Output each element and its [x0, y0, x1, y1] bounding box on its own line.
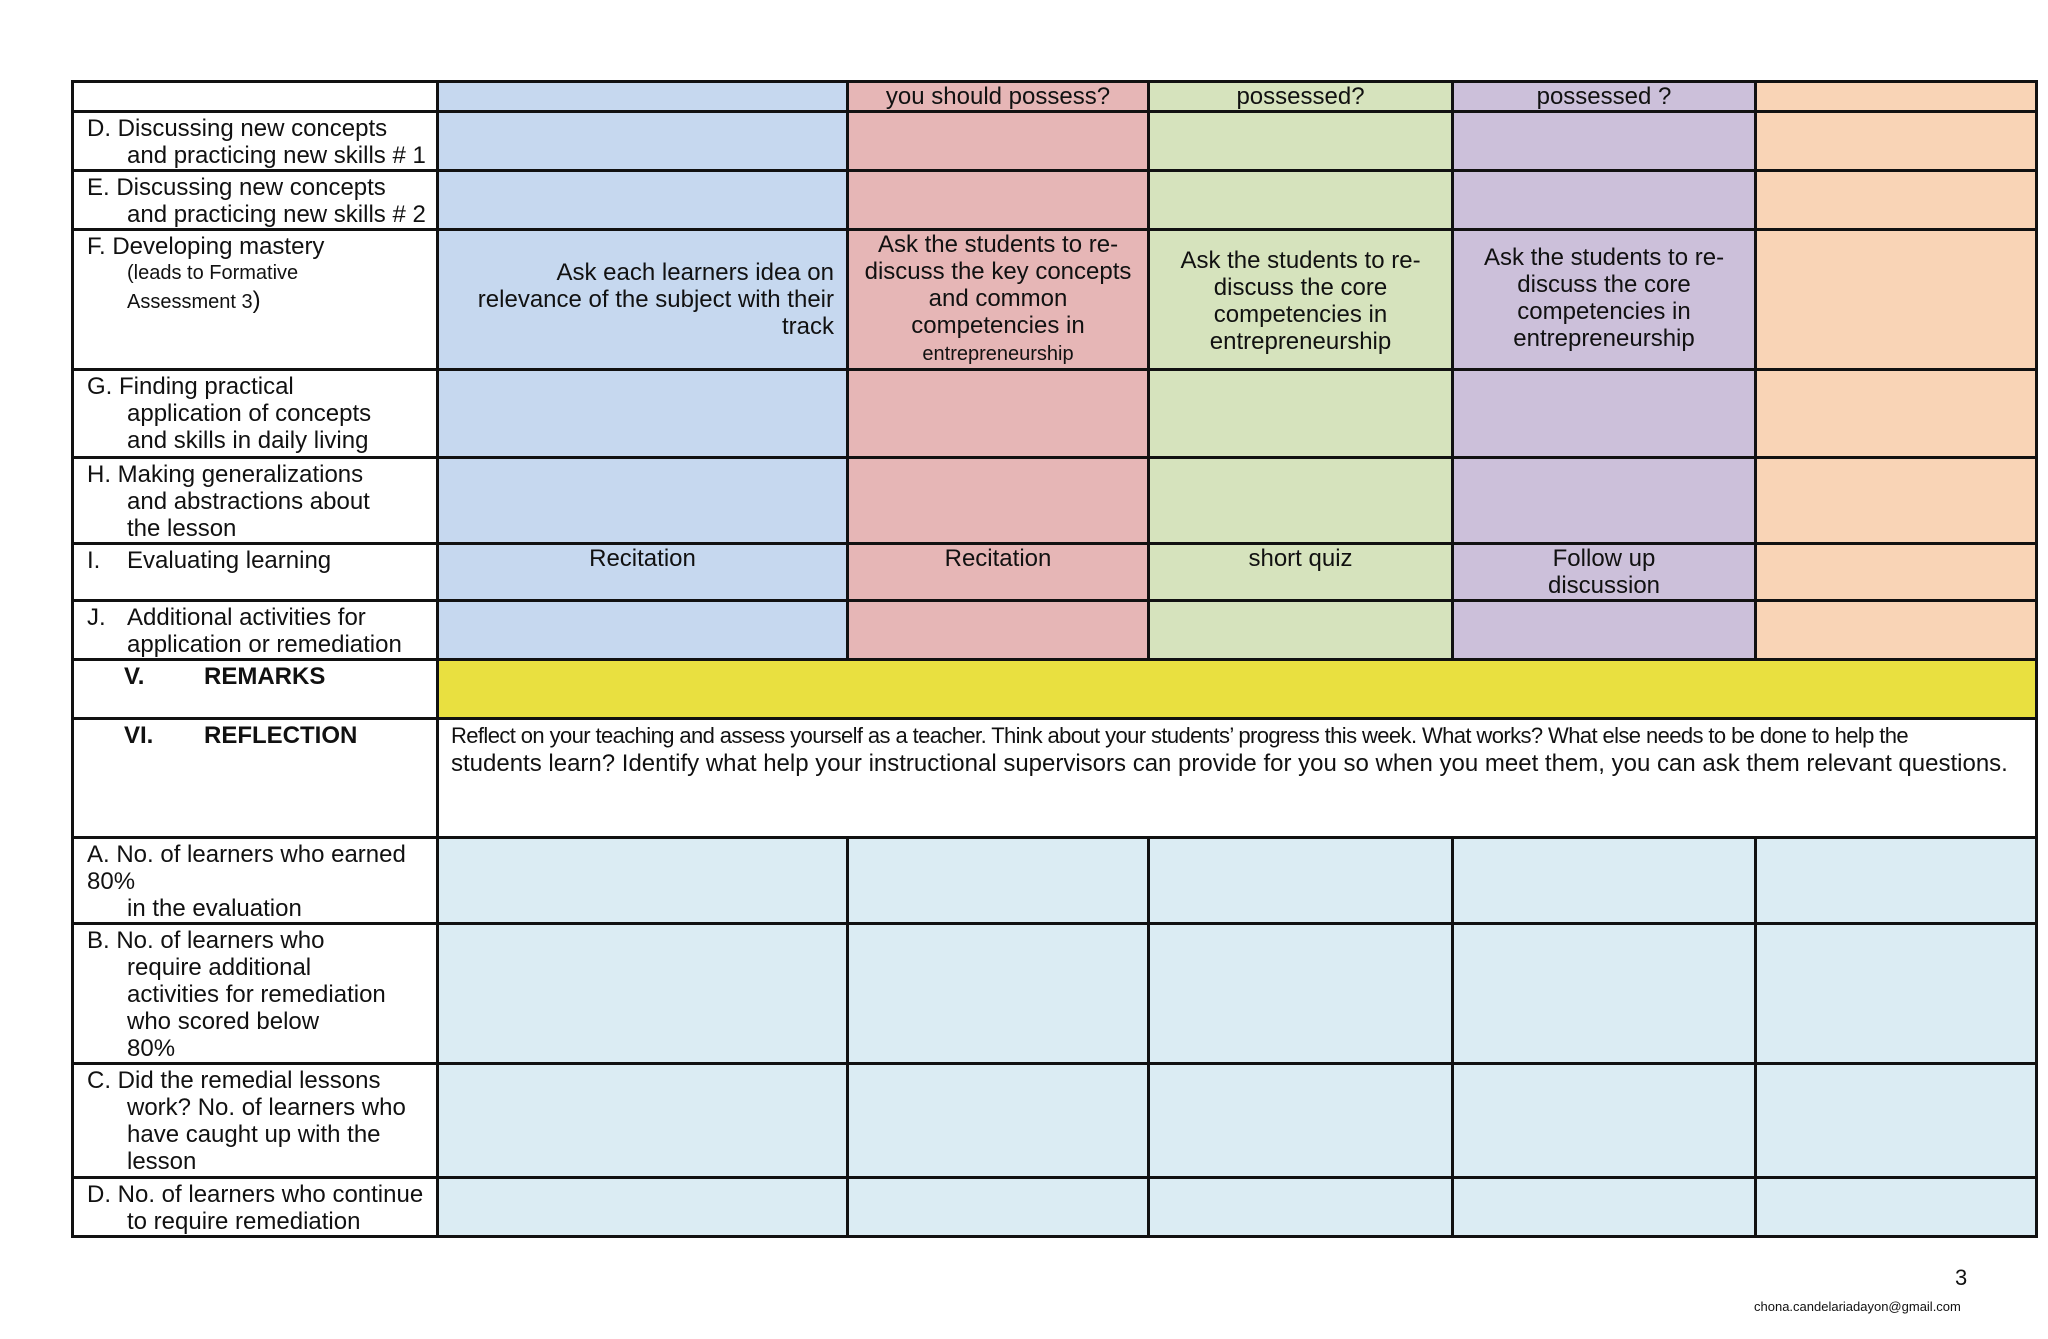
cell-day1: [438, 924, 848, 1064]
row-label: [73, 838, 438, 924]
row-label-line: and skills in daily living: [127, 427, 369, 454]
row-label: [73, 1178, 438, 1237]
reflection-instructions: [438, 719, 2037, 838]
cell-day4: [1453, 601, 1756, 660]
row-label-line: and abstractions about: [127, 488, 370, 515]
row-label-line: G. Finding practical: [87, 373, 294, 400]
row-label-paren: ): [252, 287, 261, 314]
cell-day1: [438, 838, 848, 924]
row-label-line: activities for remediation: [127, 981, 386, 1008]
row-label: [73, 924, 438, 1064]
cell-day2: [848, 370, 1149, 458]
cell-day2: [848, 924, 1149, 1064]
row-label-line: the lesson: [127, 515, 237, 542]
remarks-cell: [438, 660, 2037, 719]
cell-day2: Recitation: [848, 544, 1149, 601]
row-label-line: E. Discussing new concepts: [87, 174, 386, 201]
cell-day4: [1453, 1064, 1756, 1178]
cell-day2: [848, 1178, 1149, 1237]
cell-day5: [1756, 458, 2037, 544]
cell-day3: Ask the students to re-discuss the core competencies in entrepreneurship: [1149, 230, 1453, 370]
row-label-letter: I.: [87, 547, 101, 574]
cell-day3: [1149, 1178, 1453, 1237]
cell-day3: [1149, 112, 1453, 171]
row-label: [73, 230, 438, 370]
cell-day4: [1453, 112, 1756, 171]
row-b-remediation: [73, 924, 2037, 1064]
row-g-finding-practical: [73, 370, 2037, 458]
row-label-line: application or remediation: [127, 631, 402, 658]
cell-day2: [848, 601, 1149, 660]
header-row: [73, 82, 2037, 112]
row-label-line: C. Did the remedial lessons: [87, 1067, 381, 1094]
cell-day5: [1756, 601, 2037, 660]
row-label-letter: J.: [87, 604, 106, 631]
cell-day4: [1453, 171, 1756, 230]
row-label-line: B. No. of learners who: [87, 927, 325, 954]
cell-day3: [1149, 458, 1453, 544]
lesson-log-table: [71, 80, 2038, 1238]
row-label-line: to require remediation: [127, 1208, 361, 1235]
cell-day5: [1756, 544, 2037, 601]
cell-day3: [1149, 838, 1453, 924]
cell-day2: [848, 112, 1149, 171]
row-label-line: and practicing new skills # 2: [127, 201, 426, 228]
row-e-discussing: [73, 171, 2037, 230]
cell-day4: [1453, 1178, 1756, 1237]
reflection-line-2: students learn? Identify what help your instructional supervisors can provide for you so when you meet them, you can ask them relevant questions.: [451, 750, 2008, 777]
cell-day1: [438, 458, 848, 544]
row-h-generalizations: [73, 458, 2037, 544]
cell-day4: [1453, 458, 1756, 544]
row-d-continue-remediation: [73, 1178, 2037, 1237]
row-label-line: (leads to Formative: [127, 262, 299, 284]
cell-day4: Follow up discussion: [1453, 544, 1756, 601]
row-label-line: work? No. of learners who: [127, 1094, 406, 1121]
section-number: VI.: [124, 722, 154, 749]
cell-day4: [1453, 370, 1756, 458]
cell-day5: [1756, 924, 2037, 1064]
footer-email: chona.candelariadayon@gmail.com: [1754, 1299, 1961, 1314]
header-cell-day4: possessed ?: [1453, 82, 1756, 112]
reflection-line-1: Reflect on your teaching and assess yourself as a teacher. Think about your students’ progress this week. What works? What else needs to be done to help the: [451, 723, 1909, 748]
row-label-line: 80%: [127, 1035, 176, 1062]
row-label-line: A. No. of learners who earned: [87, 841, 406, 868]
cell-day4: [1453, 924, 1756, 1064]
cell-day5: [1756, 1064, 2037, 1178]
section-title: REMARKS: [204, 663, 326, 690]
header-cell-day2: you should possess?: [848, 82, 1149, 112]
row-label-line: F. Developing mastery: [87, 233, 325, 260]
cell-day2: [848, 838, 1149, 924]
header-cell-day5: [1756, 82, 2037, 112]
row-c-remedial-lessons: [73, 1064, 2037, 1178]
cell-day5: [1756, 112, 2037, 171]
row-label-line: Additional activities for: [127, 604, 366, 631]
row-label-line: require additional: [127, 954, 312, 981]
row-label: [73, 1064, 438, 1178]
row-label: [73, 544, 438, 601]
cell-day3: [1149, 1064, 1453, 1178]
row-label-line: in the evaluation: [127, 895, 302, 922]
cell-day1: Recitation: [438, 544, 848, 601]
cell-day1: [438, 370, 848, 458]
cell-day2: [848, 230, 1149, 370]
row-label-line: D. Discussing new concepts: [87, 115, 388, 142]
row-remarks: [73, 660, 2037, 719]
cell-day3: [1149, 370, 1453, 458]
row-label-line: have caught up with the: [127, 1121, 381, 1148]
cell-day1: [438, 1178, 848, 1237]
cell-day5: [1756, 230, 2037, 370]
section-title: REFLECTION: [204, 722, 358, 749]
row-label-line: and practicing new skills # 1: [127, 142, 426, 169]
page-number: 3: [1955, 1265, 1968, 1290]
row-label: [73, 601, 438, 660]
cell-day4: [1453, 838, 1756, 924]
section-heading-reflection: [73, 719, 438, 838]
row-label: [73, 458, 438, 544]
row-label: [73, 171, 438, 230]
cell-text-tail: entrepreneurship: [922, 343, 1074, 365]
row-label-line: 80%: [87, 868, 136, 895]
row-label-line: Evaluating learning: [127, 547, 332, 574]
cell-day5: [1756, 171, 2037, 230]
label-cell: [73, 82, 438, 112]
row-label: [73, 112, 438, 171]
row-label: [73, 370, 438, 458]
cell-day3: [1149, 601, 1453, 660]
row-d-discussing: [73, 112, 2037, 171]
header-cell-day1: [438, 82, 848, 112]
cell-text: Ask the students to re-discuss the key concepts and common competencies in: [864, 231, 1132, 339]
row-a-learners-80: [73, 838, 2037, 924]
cell-day5: [1756, 370, 2037, 458]
cell-day1: [438, 171, 848, 230]
section-heading-remarks: [73, 660, 438, 719]
cell-day2: [848, 1064, 1149, 1178]
row-label-line: Assessment 3: [127, 291, 253, 313]
row-label-line: who scored below: [127, 1008, 320, 1035]
cell-day5: [1756, 1178, 2037, 1237]
cell-day3: [1149, 924, 1453, 1064]
cell-day1: [438, 112, 848, 171]
cell-day3: [1149, 171, 1453, 230]
cell-day5: [1756, 838, 2037, 924]
row-j-additional-activities: [73, 601, 2037, 660]
row-i-evaluating: [73, 544, 2037, 601]
cell-day1: Ask each learners idea on relevance of the subject with their track: [438, 230, 848, 370]
cell-day3: short quiz: [1149, 544, 1453, 601]
cell-day4: Ask the students to re-discuss the core competencies in entrepreneurship: [1453, 230, 1756, 370]
row-label-line: lesson: [127, 1148, 197, 1175]
row-f-developing-mastery: [73, 230, 2037, 370]
cell-day2: [848, 171, 1149, 230]
row-label-line: application of concepts: [127, 400, 372, 427]
cell-day1: [438, 1064, 848, 1178]
row-label-line: H. Making generalizations: [87, 461, 364, 488]
cell-day1: [438, 601, 848, 660]
cell-day2: [848, 458, 1149, 544]
header-cell-day3: possessed?: [1149, 82, 1453, 112]
row-label-line: D. No. of learners who continue: [87, 1181, 424, 1208]
section-number: V.: [124, 663, 145, 690]
row-reflection: [73, 719, 2037, 838]
